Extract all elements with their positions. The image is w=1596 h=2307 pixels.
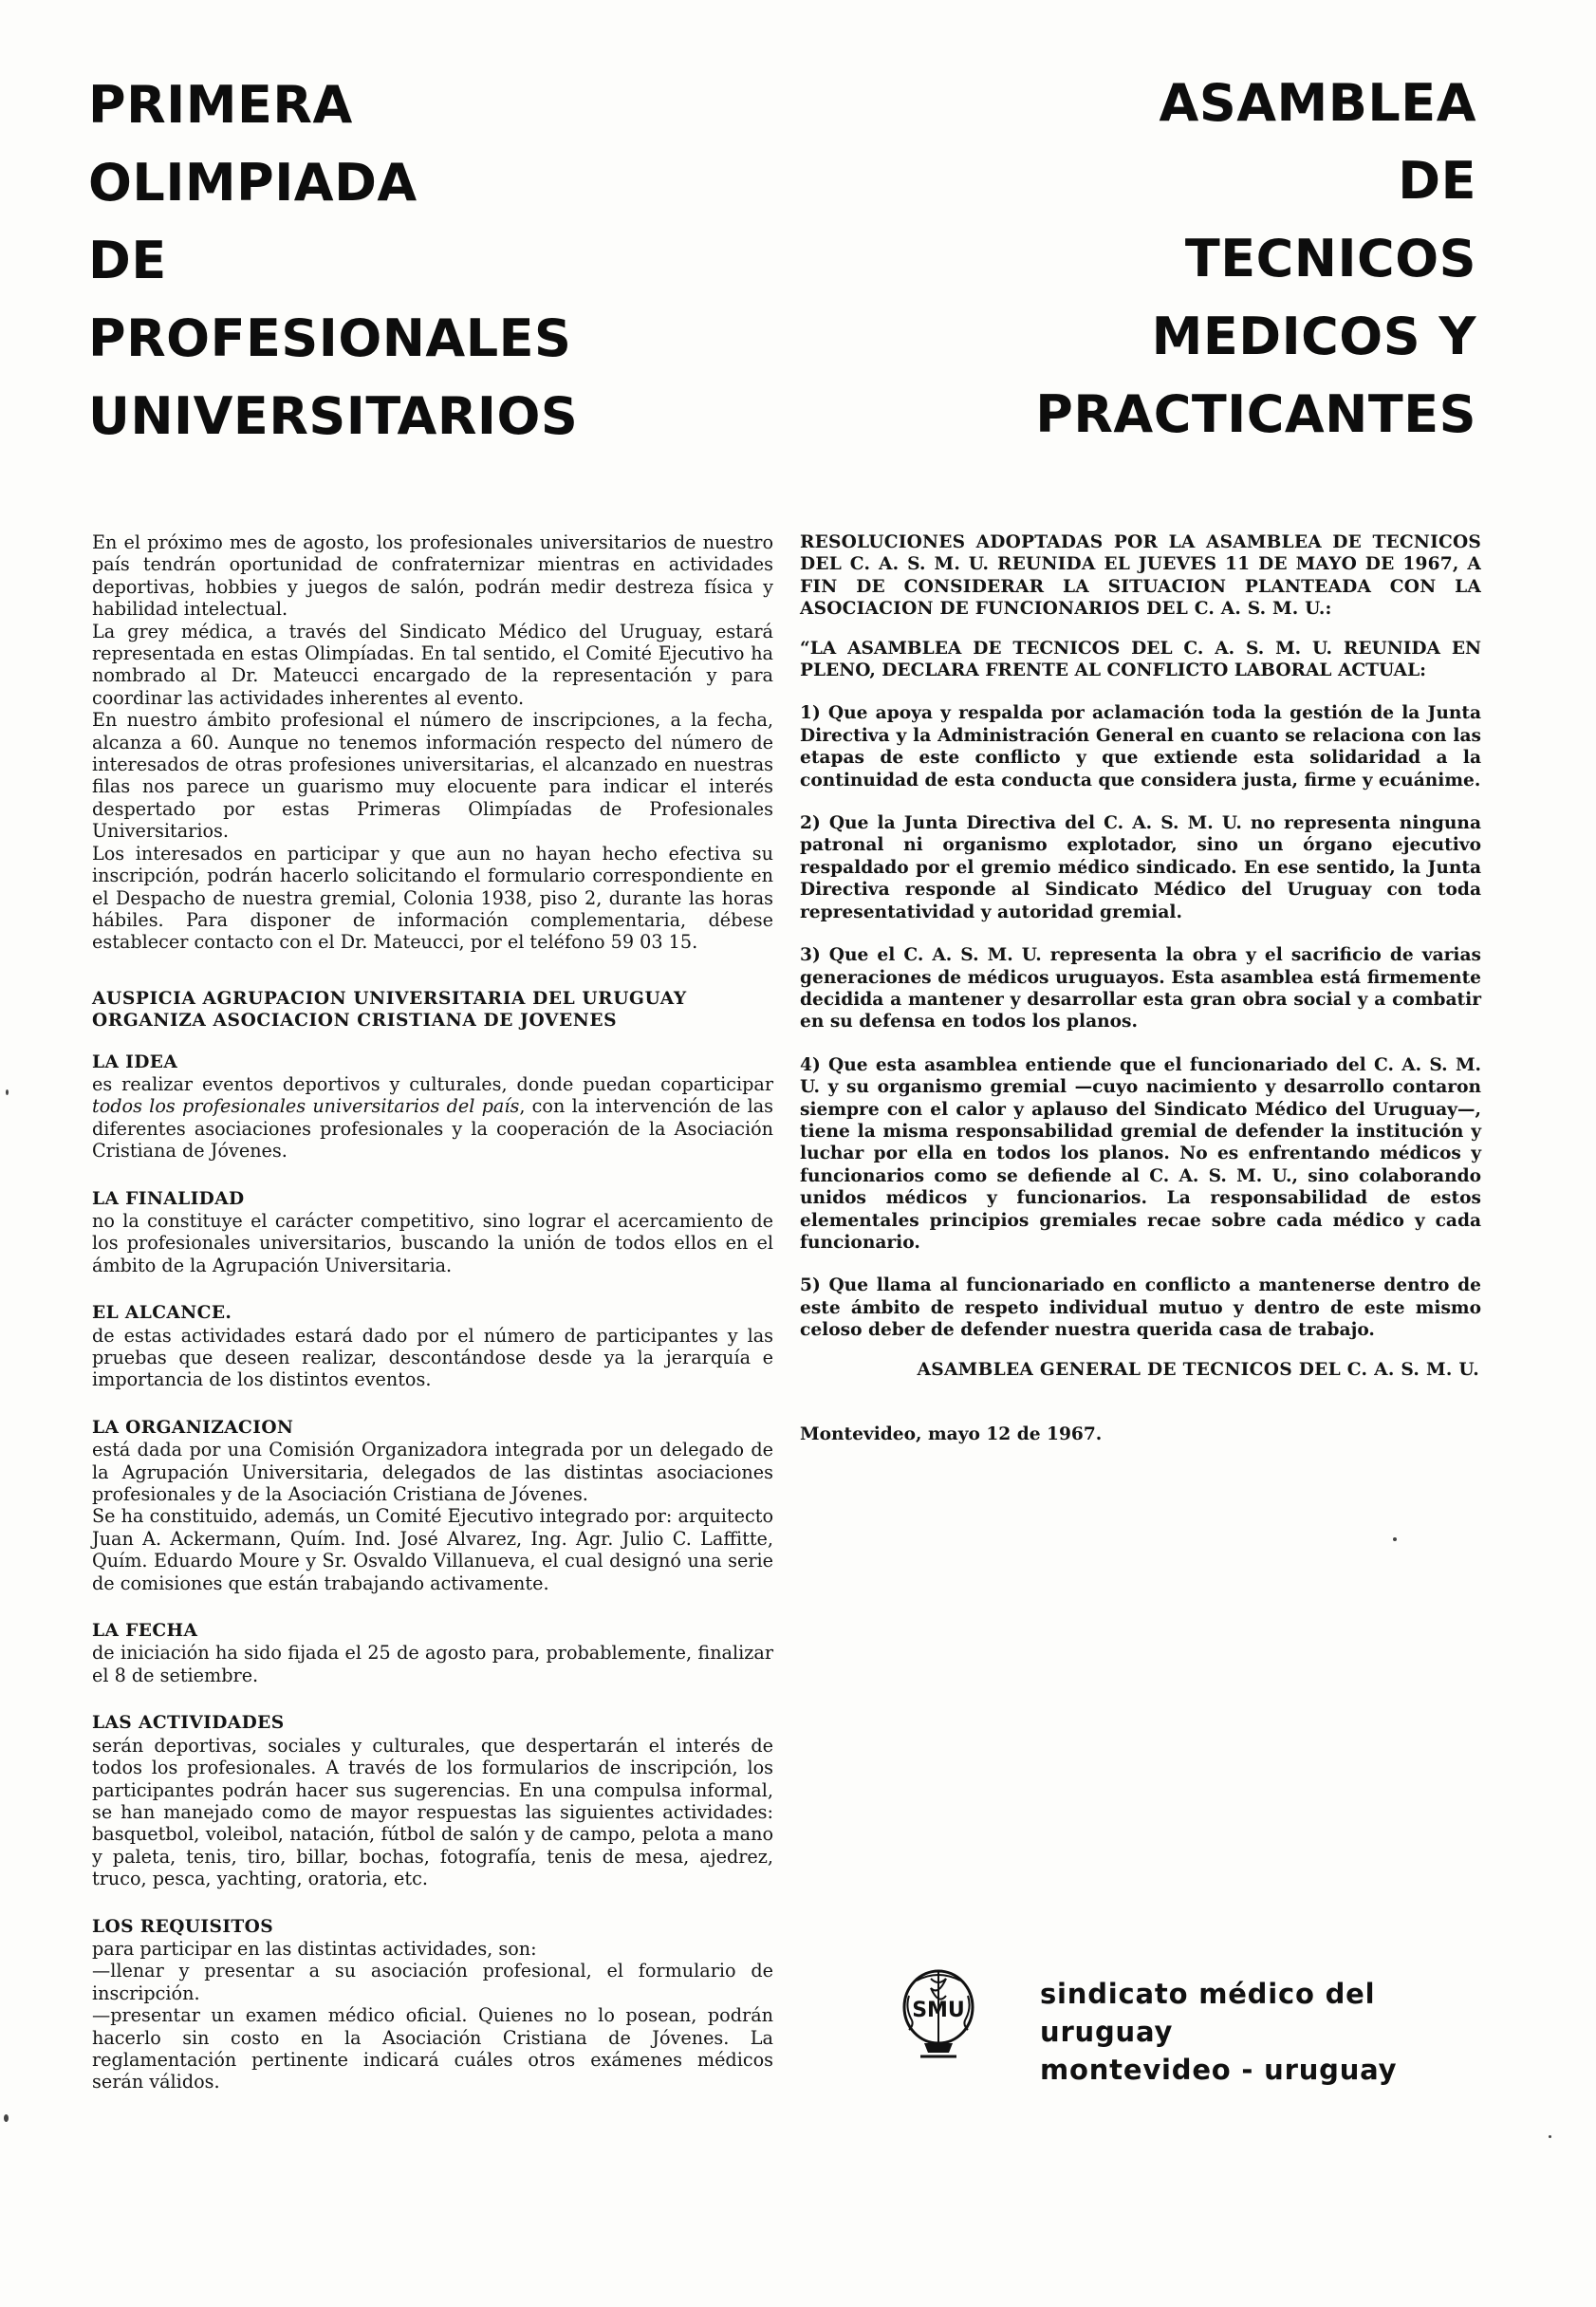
organization-name	[1040, 1975, 1488, 2089]
section-alcance	[92, 1302, 773, 1391]
scan-speck	[1549, 2135, 1551, 2138]
right-title	[1035, 65, 1476, 454]
organization-location-line: montevideo - uruguay	[1040, 2054, 1398, 2086]
section-heading: LAS ACTIVIDADES	[92, 1713, 285, 1734]
right-title-line: ASAMBLEA	[1159, 73, 1476, 133]
organizer-line: ORGANIZA ASOCIACION CRISTIANA DE JOVENES	[92, 1011, 618, 1032]
section-text: de estas actividades estará dado por el número de participantes y las pruebas que deseen realizar, descontándose desde ya la jerarquía e importancia de los distintos eventos.	[92, 1324, 773, 1391]
resolution-item: 3) Que el C. A. S. M. U. representa la obra y el sacrificio de varias generaciones de médicos uruguayos. Esta asamblea está firmemente decidida a mantener y desarrollar esta gran obra social y a combatir en su defensa en todos los planos.	[800, 945, 1481, 1033]
signature-line: ASAMBLEA GENERAL DE TECNICOS DEL C. A. S. M. U.	[917, 1359, 1479, 1380]
section-requisitos	[92, 1916, 773, 2093]
right-title-line: PRACTICANTES	[1035, 384, 1476, 444]
section-text-part: , con la intervención de las diferentes asociaciones profesionales y la cooperación de la Asociación Cristiana de Jóvenes.	[92, 1095, 773, 1163]
section-text: está dada por una Comisión Organizadora integrada por un delegado de la Agrupación Universitaria, delegados de las distintas asociaciones profesionales y de la Asociación Cristiana de Jóvenes.	[92, 1439, 773, 1506]
section-heading: LA IDEA	[92, 1051, 178, 1072]
right-title-line: DE	[1398, 151, 1476, 211]
section-organizacion	[92, 1417, 773, 1594]
resolutions-heading: RESOLUCIONES ADOPTADAS POR LA ASAMBLEA DE TECNICOS DEL C. A. S. M. U. REUNIDA EL JUEVES 11 DE MAYO DE 1967, A FIN DE CONSIDERAR LA SITUACION PLANTEADA CON LA ASOCIACION DE FUNCIONARIOS DEL C. A. S. M. U.:	[800, 532, 1481, 620]
resolution-item: 4) Que esta asamblea entiende que el funcionariado del C. A. S. M. U. y su organismo gremial —cuyo nacimiento y desarrollo contaron siempre con el calor y aplauso del Sindicato Médico del Uruguay—, tiene la misma responsabilidad gremial de defender la institución y luchar por ella en todos los planos. No es enfrentando médicos y funcionarios como se defiende al C. A. S. M. U., sino colaborando unidos médicos y funcionarios. La responsabilidad de estos elementales principios gremiales recae sobre cada médico y cada funcionario.	[800, 1054, 1481, 1253]
section-actividades	[92, 1712, 773, 1889]
right-title-line: MEDICOS Y	[1151, 307, 1476, 366]
article-intro	[92, 531, 773, 954]
section-text-part: es realizar eventos deportivos y culturales, donde puedan coparticipar	[92, 1072, 773, 1095]
left-title-line: PRIMERA	[88, 75, 353, 135]
section-text: Se ha constituido, además, un Comité Ejecutivo integrado por: arquitecto Juan A. Ackermann, Quím. Ind. José Alvarez, Ing. Agr. Julio C. Laffitte, Quím. Eduardo Moure y Sr. Osvaldo Villanueva, el cual designó una serie de comisiones que están trabajando activamente.	[92, 1505, 773, 1594]
scan-speck	[4, 2114, 9, 2122]
requirement-item: —presentar un examen médico oficial. Quienes no lo posean, podrán hacerlo sin costo en la Asociación Cristiana de Jóvenes. La reglamentación pertinente indicará cuáles otros exámenes médicos serán válidos.	[92, 2004, 773, 2093]
logo-emblem-text: SMU	[912, 1999, 965, 2022]
intro-paragraph: En nuestro ámbito profesional el número de inscripciones, a la fecha, alcanza a 60. Aunque no tenemos información respecto del número de interesados de otras profesiones universitarias, el alcanzado en nuestras filas nos parece un guarismo muy elocuente para indicar el interés despertado por estas Primeras Olimpíadas de Profesionales Universitarios.	[92, 709, 773, 843]
scan-speck	[6, 1089, 9, 1095]
section-heading: LA ORGANIZACION	[92, 1417, 294, 1438]
section-text: para participar en las distintas actividades, son:	[92, 1937, 537, 1960]
left-title-line: UNIVERSITARIOS	[88, 386, 579, 446]
auspice-block	[92, 988, 773, 1033]
intro-paragraph: Los interesados en participar y que aun no hayan hecho efectiva su inscripción, podrán hacerlo solicitando el formulario correspondiente en el Despacho de nuestra gremial, Colonia 1938, piso 2, durante las horas hábiles. Para disponer de información complementaria, débese establecer contacto con el Dr. Mateucci, por el teléfono 59 03 15.	[92, 842, 773, 954]
section-text: de iniciación ha sido fijada el 25 de agosto para, probablemente, finalizar el 8 de setiembre.	[92, 1642, 773, 1686]
section-text: no la constituye el carácter competitivo, sino lograr el acercamiento de los profesionales universitarios, buscando la unión de todos ellos en el ámbito de la Agrupación Universitaria.	[92, 1209, 773, 1276]
section-heading: LA FINALIDAD	[92, 1188, 245, 1209]
left-title-line: DE	[88, 231, 167, 290]
left-title	[88, 66, 578, 456]
date-line: Montevideo, mayo 12 de 1967.	[800, 1424, 1103, 1444]
asamblea-resolutions	[800, 531, 1481, 1445]
intro-paragraph: La grey médica, a través del Sindicato Médico del Uruguay, estará representada en estas Olimpíadas. En tal sentido, el Comité Ejecutivo ha nombrado al Dr. Mateucci encargado de la representación y para coordinar las actividades inherentes al evento.	[92, 620, 773, 709]
auspice-line: AUSPICIA AGRUPACION UNIVERSITARIA DEL URUGUAY	[92, 988, 687, 1009]
section-finalidad	[92, 1188, 773, 1277]
left-title-line: OLIMPIADA	[88, 153, 418, 213]
section-text: serán deportivas, sociales y culturales, que despertarán el interés de todos los profesionales. A través de los formularios de inscripción, los participantes podrán hacer sus sugerencias. En una compulsa informal, se han manejado como de mayor respuestas las siguientes actividades: basquetbol, voleibol, natación, fútbol de salón y de campo, pelota a mano y paleta, tenis, tiro, billar, bochas, fotografía, tenis de mesa, ajedrez, truco, pesca, yachting, oratoria, etc.	[92, 1734, 773, 1890]
section-heading: EL ALCANCE.	[92, 1303, 232, 1324]
organization-footer	[900, 1967, 1488, 2086]
section-text-emphasis: todos los profesionales universitarios del país	[92, 1095, 520, 1118]
resolution-item: 1) Que apoya y respalda por aclamación toda la gestión de la Junta Directiva y la Administración General en cuanto se relaciona con las etapas de este conflicto y que extiende esta solidaridad a la continuidad de esta conducta que considera justa, firme y ecuánime.	[800, 703, 1481, 791]
declaration: “LA ASAMBLEA DE TECNICOS DEL C. A. S. M. U. REUNIDA EN PLENO, DECLARA FRENTE AL CONFLICTO LABORAL ACTUAL:	[800, 638, 1481, 681]
section-heading: LA FECHA	[92, 1621, 198, 1642]
olimpiada-article	[92, 531, 773, 2093]
section-text	[92, 1073, 773, 1163]
section-heading: LOS REQUISITOS	[92, 1916, 274, 1937]
left-title-line: PROFESIONALES	[88, 308, 572, 368]
requirement-item: —llenar y presentar a su asociación profesional, el formulario de inscripción.	[92, 1960, 773, 2004]
resolution-item: 2) Que la Junta Directiva del C. A. S. M. U. no representa ninguna patronal ni organismo explotador, sino un órgano ejecutivo respaldado por el gremio médico sindicado. En ese sentido, la Junta Directiva responde al Sindicato Médico del Uruguay con toda representatividad y autoridad gremial.	[800, 813, 1481, 922]
organization-name-line: sindicato médico del uruguay	[1040, 1978, 1376, 2048]
intro-paragraph: En el próximo mes de agosto, los profesionales universitarios de nuestro país tendrán oportunidad de confraternizar mientras en actividades deportivas, hobbies y juegos de salón, podrán medir destreza física y habilidad intelectual.	[92, 531, 773, 621]
section-idea	[92, 1051, 773, 1163]
smu-logo-icon	[900, 1967, 977, 2062]
right-title-line: TECNICOS	[1184, 229, 1476, 288]
scan-speck	[1393, 1537, 1397, 1541]
section-fecha	[92, 1620, 773, 1686]
resolution-item: 5) Que llama al funcionariado en conflicto a mantenerse dentro de este ámbito de respeto individual mutuo y dentro de este mismo celoso deber de defender nuestra querida casa de trabajo.	[800, 1275, 1481, 1341]
